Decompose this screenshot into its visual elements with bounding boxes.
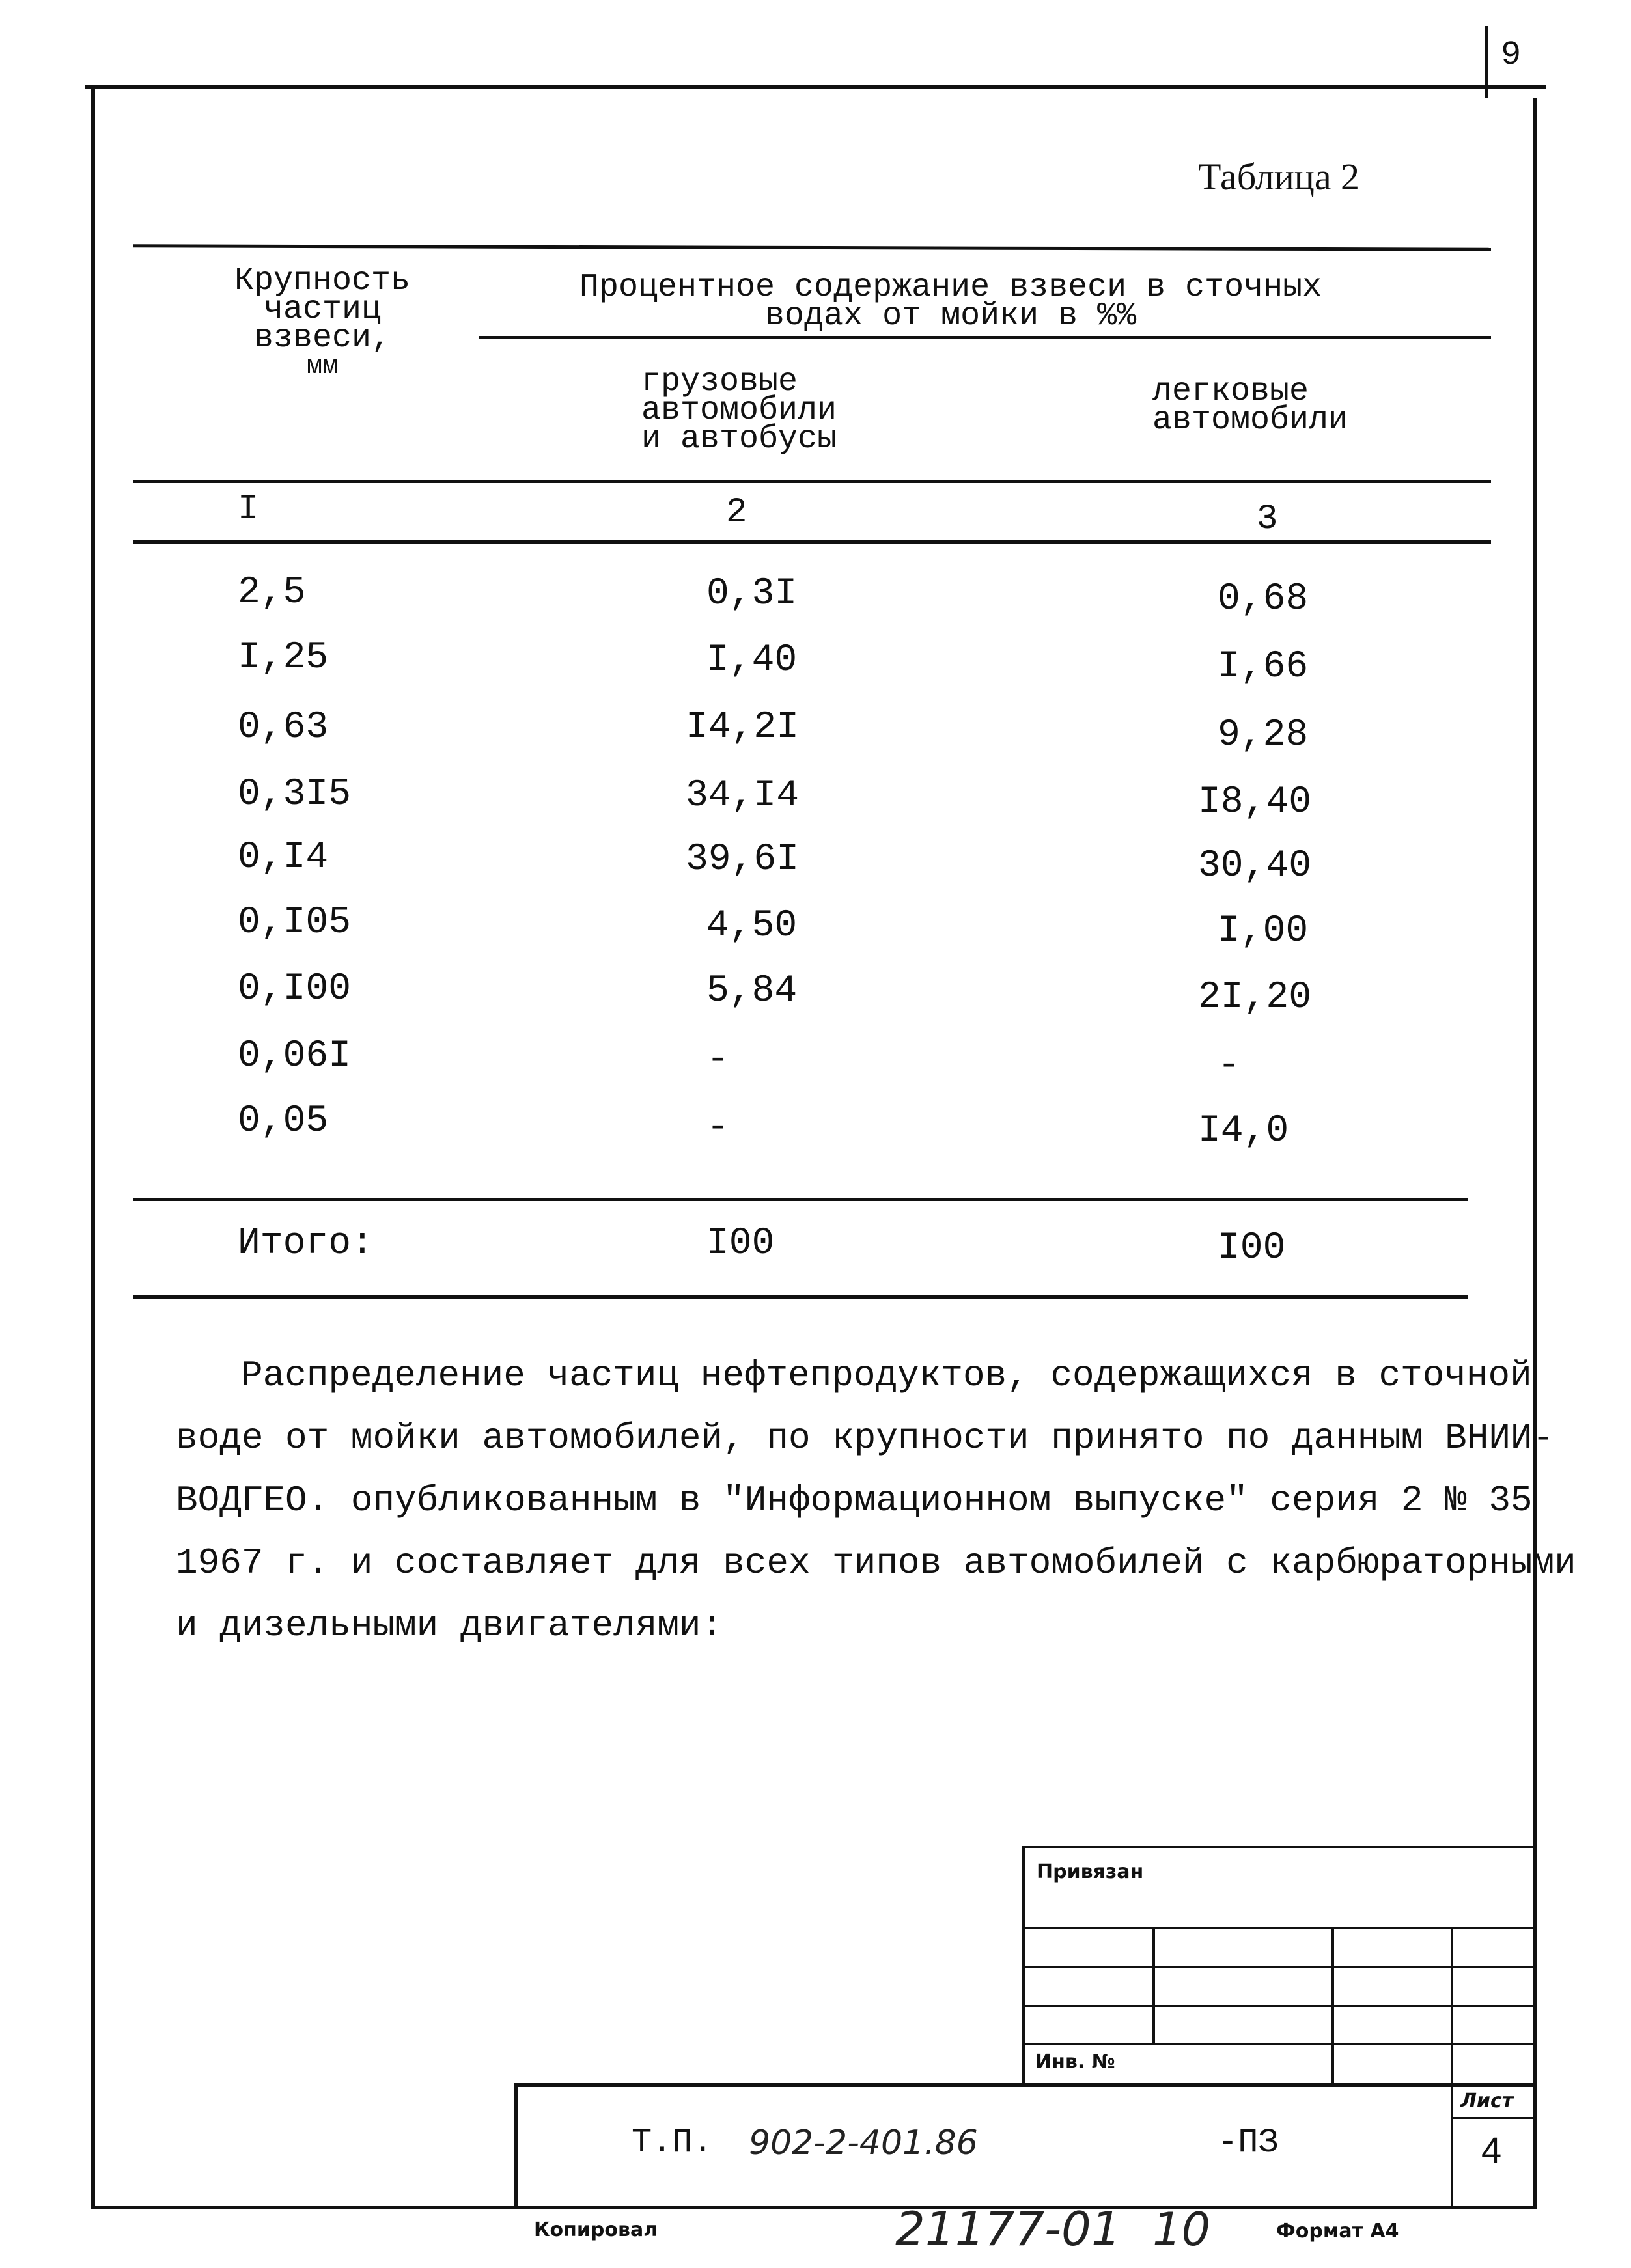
- cars-cell: I,00: [1218, 910, 1309, 952]
- table-caption: Таблица 2: [1198, 156, 1360, 198]
- stamp-grid-v2: [1331, 1927, 1334, 2086]
- sheet-box-divider: [1451, 2117, 1537, 2119]
- cars-cell: 0,68: [1218, 578, 1309, 620]
- header-col2: [641, 363, 837, 458]
- paragraph-line: воде от мойки автомобилей, по крупности принято по данным ВНИИ-: [176, 1417, 1555, 1459]
- paragraph-line: ВОДГЕО. опубликованным в "Информационном выпуске" серия 2 № 35: [176, 1480, 1533, 1521]
- stamp-grid-h2: [1022, 1966, 1537, 1968]
- stamp-grid-h1: [1022, 1927, 1537, 1929]
- paragraph-line: Распределение частиц нефтепродуктов, содержащихся в сточной: [241, 1355, 1532, 1396]
- header-group-line1: Процентное содержание взвеси в сточных: [579, 269, 1322, 306]
- header-size-column: [234, 262, 411, 381]
- colnum-bottom-rule: [133, 540, 1491, 544]
- trucks-cell: 39,6I: [686, 838, 800, 881]
- group-underline: [479, 336, 1491, 339]
- header-bottom-rule: [133, 480, 1491, 483]
- designation-code: 902-2-401.86: [749, 2123, 978, 2163]
- page-number: 9: [1501, 36, 1522, 74]
- size-cell: 0,3I5: [238, 773, 352, 816]
- cars-cell: -: [1218, 1045, 1240, 1087]
- frame-right: [1533, 98, 1537, 2207]
- stamp-attach-top: [1022, 1846, 1537, 1848]
- sheet-label: Лист: [1460, 2090, 1514, 2112]
- header-size-line1: Крупность: [234, 262, 411, 299]
- size-cell: 0,I05: [238, 902, 352, 944]
- stamp-grid-v1: [1152, 1927, 1155, 2044]
- copied-label: Копировал: [534, 2219, 658, 2241]
- trucks-cell: 0,3I: [706, 573, 798, 615]
- order-number: 21177-01: [895, 2202, 1121, 2256]
- header-col3-line1: легковые: [1152, 373, 1309, 410]
- trucks-cell: 34,I4: [686, 775, 800, 817]
- table-bottom-rule: [133, 1295, 1468, 1299]
- trucks-cell: I4,2I: [686, 706, 800, 749]
- cars-cell: 30,40: [1198, 845, 1312, 887]
- total-top-rule: [133, 1198, 1468, 1201]
- title-block-left: [514, 2083, 518, 2208]
- order-sheet: 10: [1152, 2203, 1211, 2256]
- paragraph-line: 1967 г. и составляет для всех типов автомобилей с карбюраторными: [176, 1542, 1576, 1584]
- sheet-box-left: [1451, 2083, 1453, 2208]
- body-paragraph: [176, 1344, 1576, 1657]
- cars-cell: I8,40: [1198, 781, 1312, 823]
- size-cell: 0,63: [238, 706, 329, 749]
- size-cell: I,25: [238, 637, 329, 679]
- trucks-cell: -: [706, 1039, 729, 1081]
- header-group-title: [579, 269, 1322, 335]
- sheet-number: 4: [1481, 2129, 1502, 2170]
- trucks-cell: I,40: [706, 639, 798, 682]
- header-size-line4: мм: [307, 352, 339, 381]
- stamp-grid-h4: [1022, 2043, 1537, 2045]
- cars-cell: I,66: [1218, 646, 1309, 688]
- trucks-cell: -: [706, 1107, 729, 1149]
- trucks-cell: 4,50: [706, 905, 798, 947]
- header-col2-line3: и автобусы: [641, 421, 837, 458]
- frame-left: [91, 85, 95, 2208]
- header-col3: [1152, 373, 1348, 439]
- header-col2-line2: автомобили: [641, 392, 837, 429]
- trucks-cell: 5,84: [706, 970, 798, 1012]
- header-size-line2: частиц: [264, 291, 382, 328]
- stamp-grid-v3: [1451, 1927, 1453, 2086]
- total-trucks: I00: [706, 1223, 775, 1265]
- table-top-rule: [133, 244, 1491, 251]
- header-col2-line1: грузовые: [641, 363, 798, 400]
- stamp-grid-h3: [1022, 2005, 1537, 2007]
- cars-cell: I4,0: [1198, 1110, 1289, 1152]
- column-number-3: 3: [1257, 499, 1278, 539]
- cars-cell: 2I,20: [1198, 976, 1312, 1019]
- frame-bottom: [91, 2206, 1537, 2209]
- size-cell: 0,I4: [238, 837, 329, 879]
- column-number-1: I: [238, 490, 259, 529]
- size-cell: 0,I00: [238, 968, 352, 1010]
- designation-suffix: -ПЗ: [1218, 2123, 1279, 2162]
- total-cars: I00: [1218, 1227, 1286, 1269]
- cars-cell: 9,28: [1218, 714, 1309, 756]
- header-group-line2: водах от мойки в %%: [765, 297, 1137, 335]
- header-size-line3: взвеси,: [254, 320, 391, 357]
- total-label: Итого:: [238, 1223, 374, 1265]
- header-col3-line2: автомобили: [1152, 402, 1348, 439]
- frame-top: [85, 85, 1546, 89]
- format-label: Формат А4: [1276, 2220, 1399, 2243]
- attached-label: Привязан: [1037, 1860, 1144, 1883]
- designation-prefix: Т.П.: [632, 2123, 713, 2162]
- paragraph-line: и дизельными двигателями:: [176, 1605, 723, 1646]
- size-cell: 2,5: [238, 572, 306, 614]
- inv-label: Инв. №: [1035, 2051, 1115, 2073]
- size-cell: 0,05: [238, 1100, 329, 1142]
- title-block-top: [514, 2083, 1537, 2087]
- column-number-2: 2: [726, 493, 747, 532]
- size-cell: 0,06I: [238, 1035, 352, 1077]
